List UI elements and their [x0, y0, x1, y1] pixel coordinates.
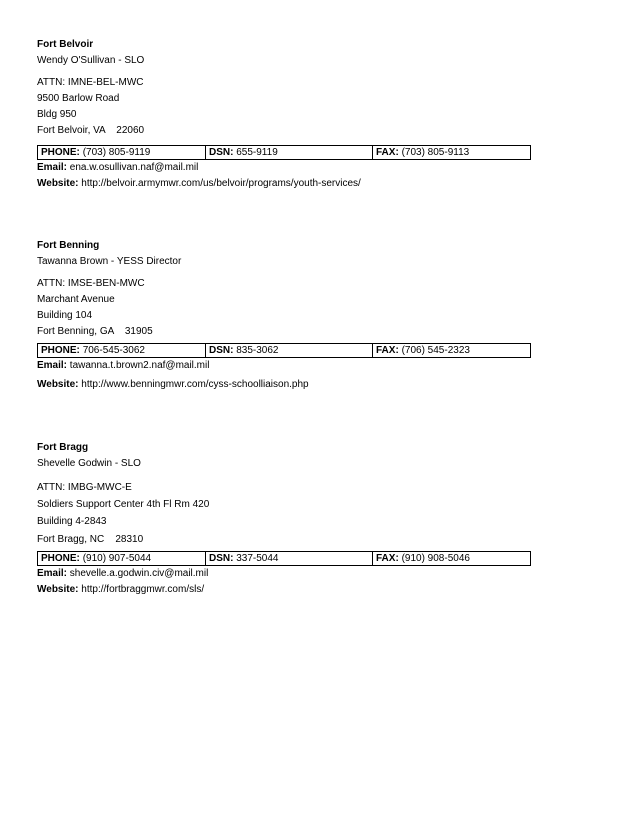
email-label: Email: — [37, 162, 68, 173]
address-line: Building 4-2843 — [37, 516, 107, 527]
contact-person: Shevelle Godwin - SLO — [37, 458, 141, 469]
directory-entry — [37, 440, 531, 598]
email-link[interactable]: tawanna.t.brown2.naf@mail.mil — [69, 360, 210, 371]
dsn-cell — [205, 552, 372, 565]
website-line — [37, 377, 531, 393]
website-link[interactable]: http://www.benningmwr.com/cyss-schoolliaison.php — [81, 379, 309, 390]
fax-value: (706) 545-2323 — [401, 345, 470, 356]
dsn-value: 655-9119 — [236, 147, 278, 158]
contact-table-row — [37, 343, 531, 358]
phone-label: PHONE: — [41, 345, 80, 356]
website-label: Website: — [37, 584, 79, 595]
address-line: Bldg 950 — [37, 109, 77, 120]
dsn-cell — [205, 344, 372, 357]
directory-entry — [37, 37, 531, 192]
email-line — [37, 160, 531, 176]
installation-name: Fort Belvoir — [37, 39, 94, 50]
contact-table-row — [37, 145, 531, 160]
phone-cell — [38, 344, 205, 357]
fax-label: FAX: — [376, 345, 399, 356]
address-line: ATTN: IMBG-MWC-E — [37, 482, 132, 493]
email-label: Email: — [37, 568, 68, 579]
address-line: 9500 Barlow Road — [37, 93, 120, 104]
address-line: Marchant Avenue — [37, 294, 115, 305]
phone-cell — [38, 552, 205, 565]
website-line — [37, 582, 531, 598]
contact-person: Wendy O'Sullivan - SLO — [37, 55, 145, 66]
dsn-label: DSN: — [209, 147, 234, 158]
email-line — [37, 566, 531, 582]
email-link[interactable]: ena.w.osullivan.naf@mail.mil — [69, 162, 199, 173]
website-link[interactable]: http://belvoir.armymwr.com/us/belvoir/programs/youth-services/ — [81, 178, 361, 189]
fax-cell — [372, 344, 530, 357]
website-line — [37, 176, 531, 192]
phone-value: (910) 907-5044 — [82, 553, 152, 564]
address-line: Fort Bragg, NC 28310 — [37, 534, 144, 545]
dsn-label: DSN: — [209, 553, 234, 564]
website-label: Website: — [37, 178, 79, 189]
installation-name: Fort Benning — [37, 240, 100, 251]
address-line: Building 104 — [37, 310, 93, 321]
dsn-cell — [205, 146, 372, 159]
fax-label: FAX: — [376, 147, 399, 158]
phone-value: 706-545-3062 — [82, 345, 145, 356]
email-link[interactable]: shevelle.a.godwin.civ@mail.mil — [69, 568, 209, 579]
dsn-label: DSN: — [209, 345, 234, 356]
website-label: Website: — [37, 379, 79, 390]
address-line: Fort Belvoir, VA 22060 — [37, 125, 145, 136]
fax-label: FAX: — [376, 553, 399, 564]
installation-name: Fort Bragg — [37, 442, 89, 453]
fax-cell — [372, 552, 530, 565]
address-line: Fort Benning, GA 31905 — [37, 326, 153, 337]
fax-value: (910) 908-5046 — [401, 553, 470, 564]
fax-value: (703) 805-9113 — [401, 147, 470, 158]
contact-table-row — [37, 551, 531, 566]
website-link[interactable]: http://fortbraggmwr.com/sls/ — [81, 584, 205, 595]
phone-value: (703) 805-9119 — [82, 147, 151, 158]
email-line — [37, 358, 531, 374]
fax-cell — [372, 146, 530, 159]
address-line: ATTN: IMSE-BEN-MWC — [37, 278, 145, 289]
phone-label: PHONE: — [41, 147, 80, 158]
directory-entry — [37, 238, 531, 393]
phone-label: PHONE: — [41, 553, 80, 564]
contact-person: Tawanna Brown - YESS Director — [37, 256, 182, 267]
phone-cell — [38, 146, 205, 159]
address-line: Soldiers Support Center 4th Fl Rm 420 — [37, 499, 210, 510]
dsn-value: 337-5044 — [236, 553, 279, 564]
address-line: ATTN: IMNE-BEL-MWC — [37, 77, 144, 88]
email-label: Email: — [37, 360, 68, 371]
dsn-value: 835-3062 — [236, 345, 279, 356]
